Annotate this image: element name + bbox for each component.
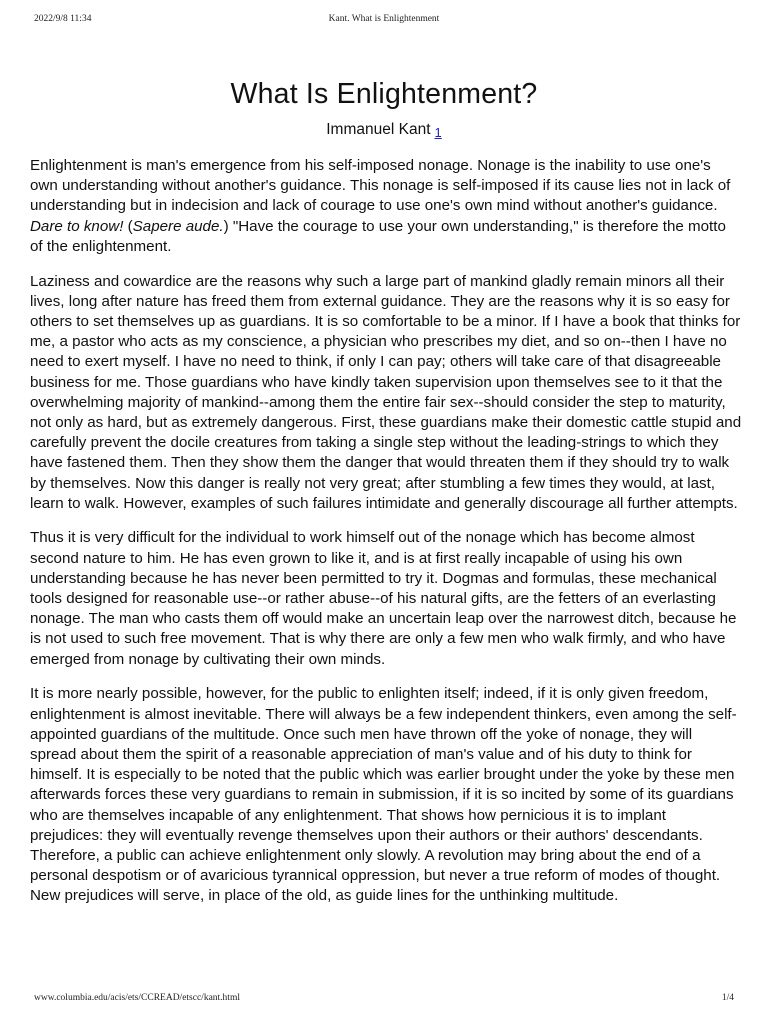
sapere-aude-emphasis: Sapere aude.	[132, 217, 224, 235]
print-footer	[34, 993, 734, 1009]
print-doc-title: Kant. What is Enlightenment	[328, 14, 440, 24]
page-title: What Is Enlightenment?	[230, 78, 538, 110]
paragraph-1	[30, 156, 742, 257]
print-header	[34, 14, 734, 30]
source-url: www.columbia.edu/acis/ets/CCREAD/etscc/kant.html	[34, 993, 240, 1003]
paragraph-3: Thus it is very difficult for the individual to work himself out of the nonage which has become almost second nature to him. He has even grown to like it, and is at first really incapable of using his own understanding because he has never been permitted to try it. Dogmas and formulas, these mechanical tools designed for reasonable use--or rather abuse--of his natural gifts, are the fetters of an everlasting nonage. The man who casts them off would make an uncertain leap over the narrowest ditch, because he is not used to such free movement. That is why there are only a few men who walk firmly, and who have emerged from nonage by cultivating their own minds.	[30, 529, 737, 668]
paragraph-2: Laziness and cowardice are the reasons why such a large part of mankind gladly remain minors all their lives, long after nature has freed them from external guidance. They are the reasons why it is so easy for others to set themselves up as guardians. It is so comfortable to be a minor. If I have a book that thinks for me, a pastor who acts as my conscience, a physician who prescribes my diet, and so on--then I have no need to exert myself. I have no need to think, if only I can pay; others will take care of that disagreeable business for me. Those guardians who have kindly taken supervision upon themselves see to it that the overwhelming majority of mankind--among them the entire fair sex--should consider the step to maturity, not only as hard, but as extremely dangerous. First, these guardians make their domestic cattle stupid and carefully prevent the docile creatures from taking a single step without the leading-strings to which they have fastened them. Then they show them the danger that would threaten them if they should try to walk by themselves. Now this danger is really not very great; after stumbling a few times they would, at last, learn to walk. However, examples of such failures intimidate and generally discourage all further attempts.	[30, 272, 742, 512]
article-body	[30, 156, 742, 921]
print-date: 2022/9/8 11:34	[34, 14, 92, 24]
footnote-link[interactable]: 1	[434, 125, 442, 140]
dare-to-know-emphasis: Dare to know!	[30, 217, 124, 235]
page-number: 1/4	[721, 993, 734, 1003]
paragraph-1-text-after: ) "Have the courage to use your own understanding," is therefore the motto of the enlightenment.	[30, 217, 726, 255]
paragraph-4: It is more nearly possible, however, for the public to enlighten itself; indeed, if it is only given freedom, enlightenment is almost inevitable. There will always be a few independent thinkers, even among the self-appointed guardians of the multitude. Once such men have thrown off the yoke of nonage, they will spread about them the spirit of a reasonable appreciation of man's value and of his duty to think for himself. It is especially to be noted that the public which was earlier brought under the yoke by these men afterwards forces these very guardians to remain in submission, if it is so incited by some of its guardians who are themselves incapable of any enlightenment. That shows how pernicious it is to implant prejudices: they will eventually revenge themselves upon their authors or their authors' descendants. Therefore, a public can achieve enlightenment only slowly. A revolution may bring about the end of a personal despotism or of avaricious tyrannical oppression, but never a true reform of modes of thought. New prejudices will serve, in place of the old, as guide lines for the unthinking multitude.	[30, 685, 737, 905]
author-name: Immanuel Kant	[326, 121, 431, 138]
paragraph-1-text-before: Enlightenment is man's emergence from his self-imposed nonage. Nonage is the inability to use one's own understanding without another's guidance. This nonage is self-imposed if its cause lies not in lack of understanding but in indecision and lack of courage to use one's own mind without another's guidance.	[30, 157, 731, 215]
paragraph-1-paren-open: (	[123, 217, 133, 235]
author-line	[0, 121, 768, 139]
